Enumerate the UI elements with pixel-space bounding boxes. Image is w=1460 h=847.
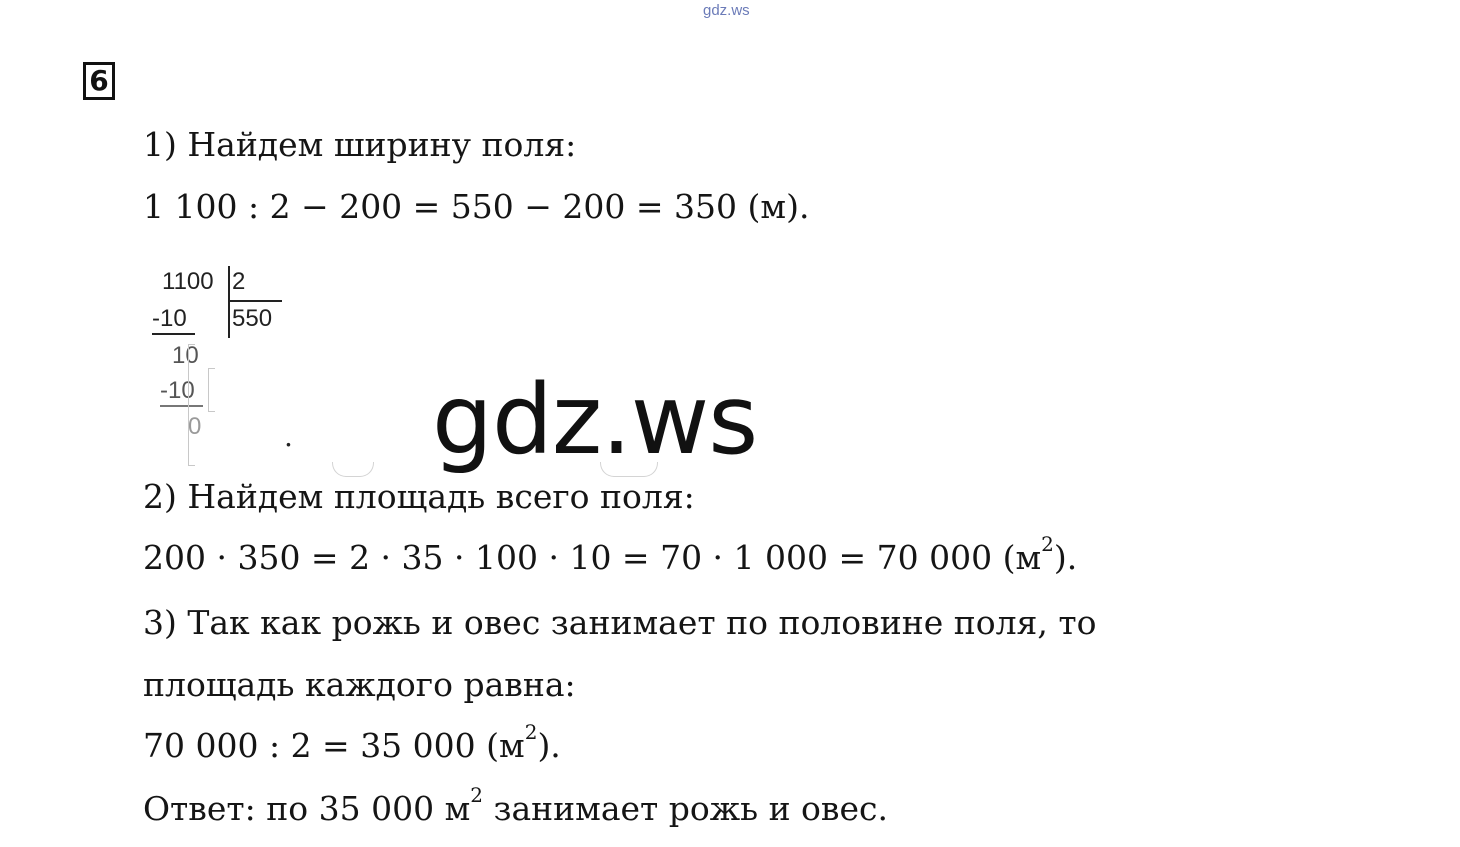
ld-underline-2 — [160, 405, 203, 407]
ld-remainder-1: 10 — [172, 342, 199, 369]
ld-faint-bracket-2 — [208, 368, 215, 412]
step2-sup: 2 — [1041, 532, 1054, 556]
ld-divisor: 2 — [232, 268, 246, 295]
ld-underline-1 — [152, 333, 195, 335]
ld-vertical-line — [228, 266, 230, 338]
step3-sup: 2 — [524, 720, 538, 744]
ld-dividend: 1100 — [162, 268, 214, 295]
step3-expr-main: 70 000 : 2 = 35 000 (м — [143, 726, 525, 765]
task-number: 6 — [83, 62, 115, 100]
step3-expression — [143, 720, 561, 765]
step1-expression: 1 100 : 2 − 200 = 550 − 200 = 350 (м). — [143, 187, 810, 226]
step1-title: 1) Найдем ширину поля: — [143, 125, 577, 164]
ld-faint-bracket — [188, 344, 195, 466]
watermark-big: gdz.ws — [432, 364, 758, 476]
stray-dot: . — [284, 420, 293, 453]
answer-line — [143, 783, 889, 828]
step2-tail: ). — [1053, 538, 1078, 577]
step2-expr-main: 200 · 350 = 2 · 35 · 100 · 10 = 70 · 1 000 = 70 000 (м — [143, 538, 1042, 577]
watermark-small: gdz.ws — [703, 2, 750, 19]
answer-tail: занимает рожь и овес. — [483, 789, 889, 828]
ld-quotient: 550 — [232, 305, 273, 332]
ld-subtrahend-1: -10 — [152, 305, 187, 332]
step3-line1: 3) Так как рожь и овес занимает по половине поля, то — [143, 603, 1097, 642]
faint-arc-1 — [332, 462, 374, 477]
step2-expression — [143, 532, 1078, 577]
ld-subtrahend-2: -10 — [160, 377, 195, 404]
answer-sup: 2 — [470, 783, 483, 807]
step3-tail: ). — [537, 726, 561, 765]
step2-title: 2) Найдем площадь всего поля: — [143, 477, 695, 516]
step3-line2: площадь каждого равна: — [143, 665, 576, 704]
ld-quotient-line — [229, 300, 282, 302]
ld-remainder-2: 0 — [188, 413, 202, 440]
answer-main: Ответ: по 35 000 м — [143, 789, 471, 828]
